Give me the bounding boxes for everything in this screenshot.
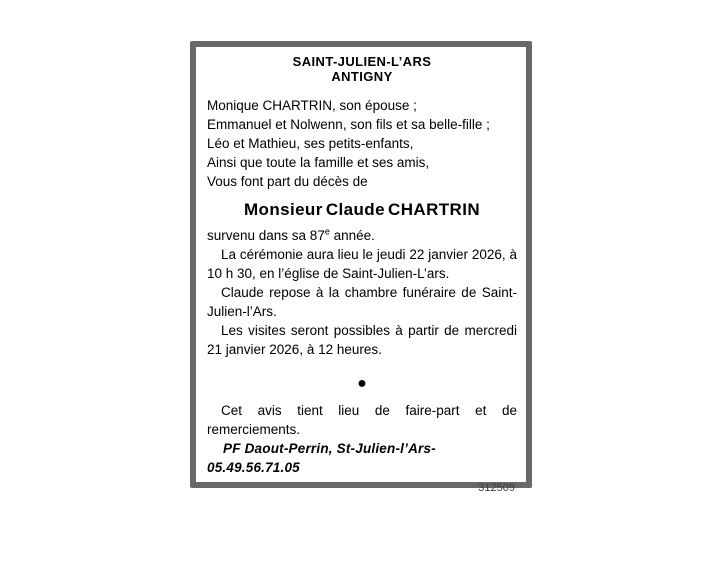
separator <box>207 375 517 390</box>
age-line-suffix: année. <box>329 228 375 243</box>
repose-paragraph: Claude repose à la chambre funéraire de Saint-Julien-l’Ars. <box>207 285 517 319</box>
city-title: SAINT-JULIEN-L’ARS <box>292 54 432 69</box>
body-block <box>207 226 517 359</box>
ceremony-paragraph: La cérémonie aura lieu le jeudi 22 janvier 2026, à 10 h 30, en l’église de Saint-Julien-L’ars. <box>207 247 517 281</box>
closing-statement: Cet avis tient lieu de faire-part et de remerciements. <box>207 403 517 437</box>
funeral-home-line: PF Daout-Perrin, St-Julien-l’Ars-05.49.56.71.05 <box>207 441 436 475</box>
obituary-notice <box>190 41 532 494</box>
age-line <box>207 226 517 245</box>
separator-dot-icon: ● <box>357 375 367 392</box>
deceased-name: Monsieur Claude CHARTRIN <box>243 200 481 219</box>
age-line-superscript: e <box>324 226 330 237</box>
family-line: Emmanuel et Nolwenn, son fils et sa belle-fille ; <box>207 117 490 132</box>
family-block <box>207 96 517 191</box>
title-block <box>207 54 517 84</box>
closing-block <box>207 401 517 477</box>
visits-paragraph: Les visites seront possibles à partir de mercredi 21 janvier 2026, à 12 heures. <box>207 323 517 357</box>
family-line: Ainsi que toute la famille et ses amis, <box>207 155 430 170</box>
city-subtitle: ANTIGNY <box>331 69 393 84</box>
reference-number: 312509 <box>478 482 515 494</box>
family-line: Léo et Mathieu, ses petits-enfants, <box>207 136 414 151</box>
announcement-line: Vous font part du décès de <box>207 174 368 189</box>
family-line: Monique CHARTRIN, son épouse ; <box>207 98 417 113</box>
age-line-prefix: survenu dans sa 87 <box>207 228 325 243</box>
